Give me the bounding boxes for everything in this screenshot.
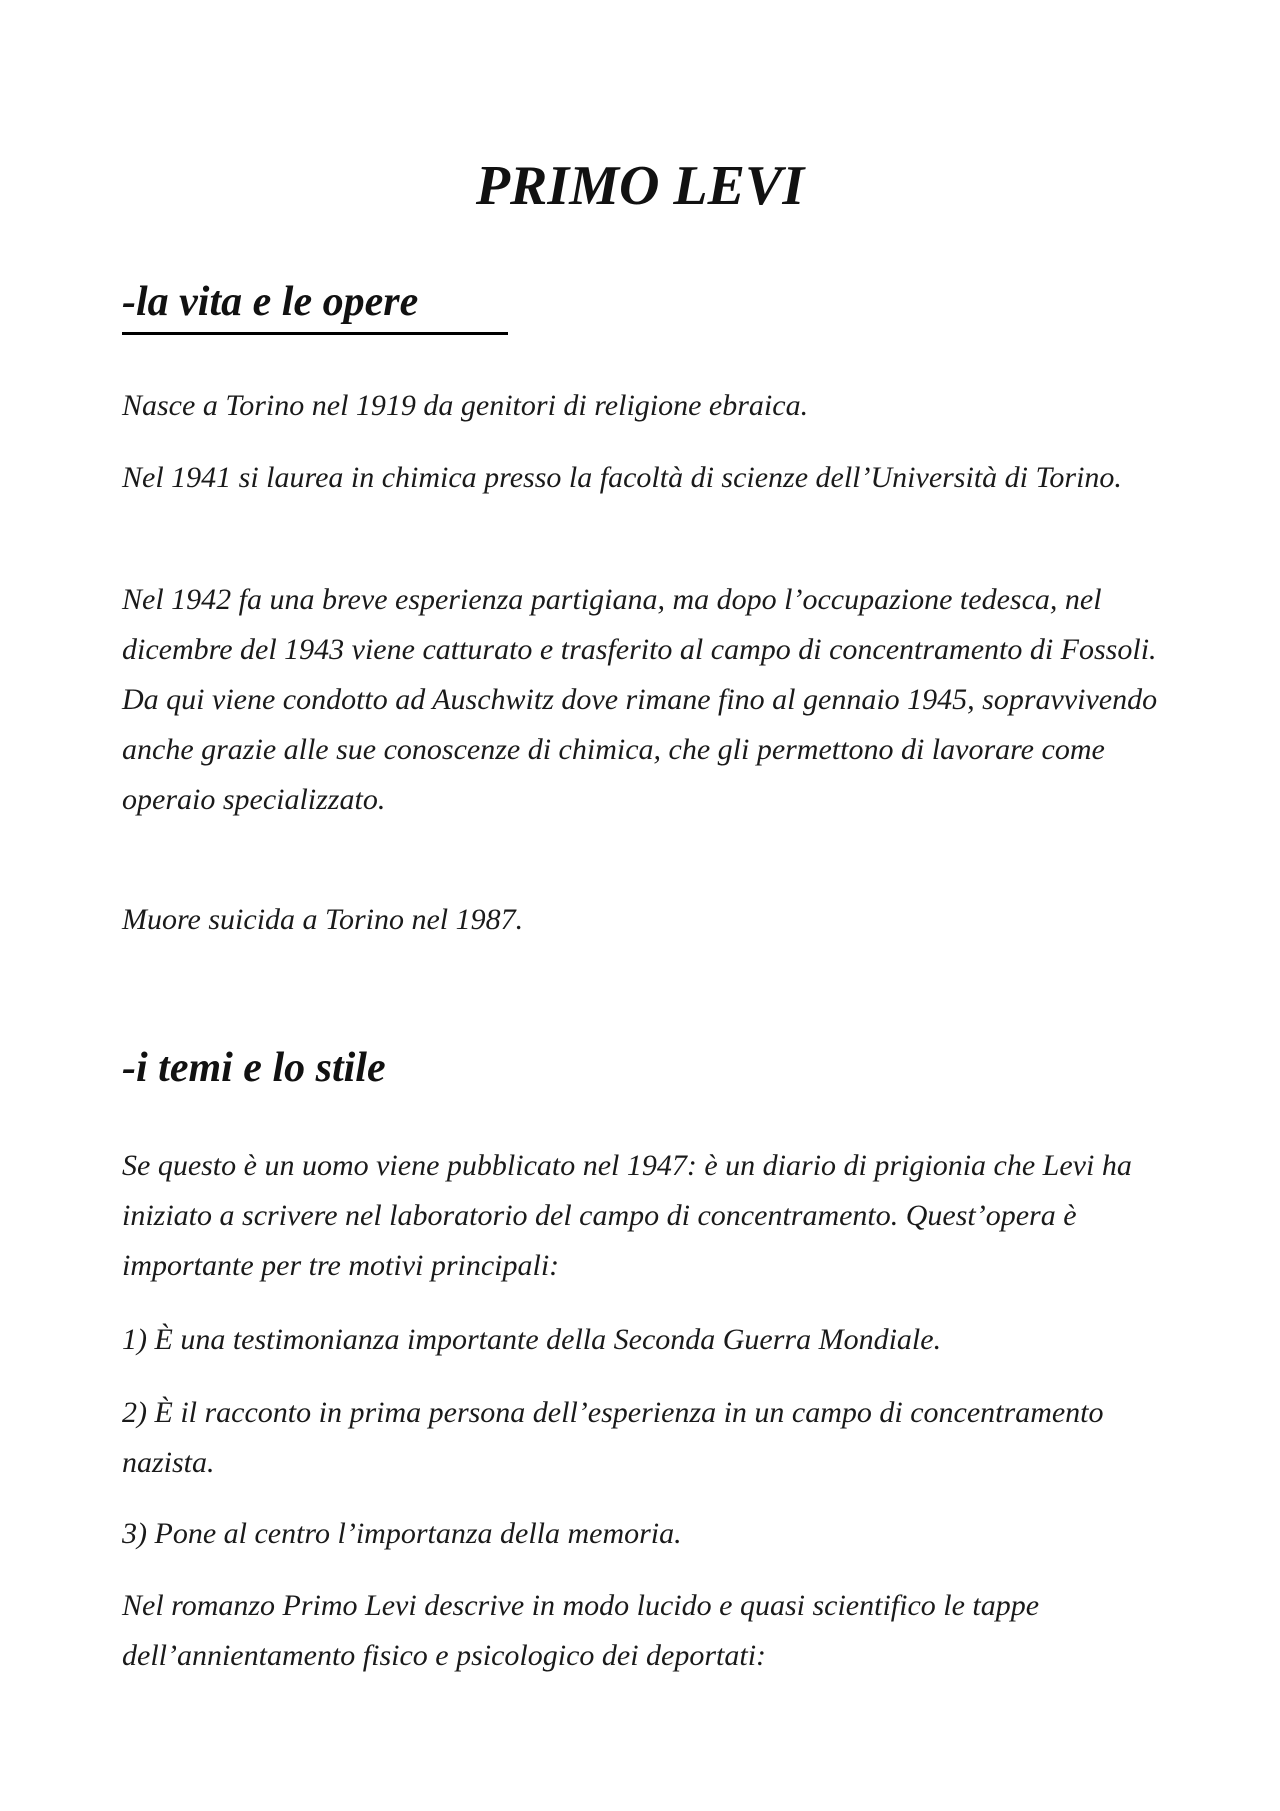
section-heading-vita-opere: -la vita e le opere — [122, 279, 419, 325]
list-item-motivo-2: 2) È il racconto in prima persona dell’esperienza in un campo di concentramento nazista. — [122, 1396, 1104, 1479]
paragraph-deportazione: Nel 1942 fa una breve esperienza partigiana, ma dopo l’occupazione tedesca, nel dicembre del 1943 viene catturato e trasferito al campo di concentramento di Fossoli. Da qui viene condotto ad Auschwitz dove rimane fino al gennaio 1945, sopravvivendo anche grazie alle sue conoscenze di chimica, che gli permettono di lavorare come operaio specializzato. — [122, 583, 1158, 816]
page-title: PRIMO LEVI — [475, 155, 805, 217]
list-item-motivo-3: 3) Pone al centro l’importanza della memoria. — [122, 1517, 682, 1550]
paragraph-morte: Muore suicida a Torino nel 1987. — [122, 903, 524, 936]
section-heading-underline — [122, 332, 508, 335]
paragraph-nascita: Nasce a Torino nel 1919 da genitori di religione ebraica. — [122, 389, 809, 422]
list-item-motivo-1: 1) È una testimonianza importante della Seconda Guerra Mondiale. — [122, 1323, 942, 1356]
paragraph-se-questo-e-un-uomo: Se questo è un uomo viene pubblicato nel 1947: è un diario di prigionia che Levi ha iniziato a scrivere nel laboratorio del campo di concentramento. Quest’opera è importante per tre motivi principali: — [122, 1149, 1132, 1282]
paragraph-romanzo: Nel romanzo Primo Levi descrive in modo lucido e quasi scientifico le tappe dell’annientamento fisico e psicologico dei deportati: — [122, 1589, 1040, 1672]
paragraph-laurea: Nel 1941 si laurea in chimica presso la facoltà di scienze dell’Università di Torino. — [122, 461, 1122, 494]
section-heading-temi-stile: -i temi e lo stile — [122, 1045, 386, 1091]
